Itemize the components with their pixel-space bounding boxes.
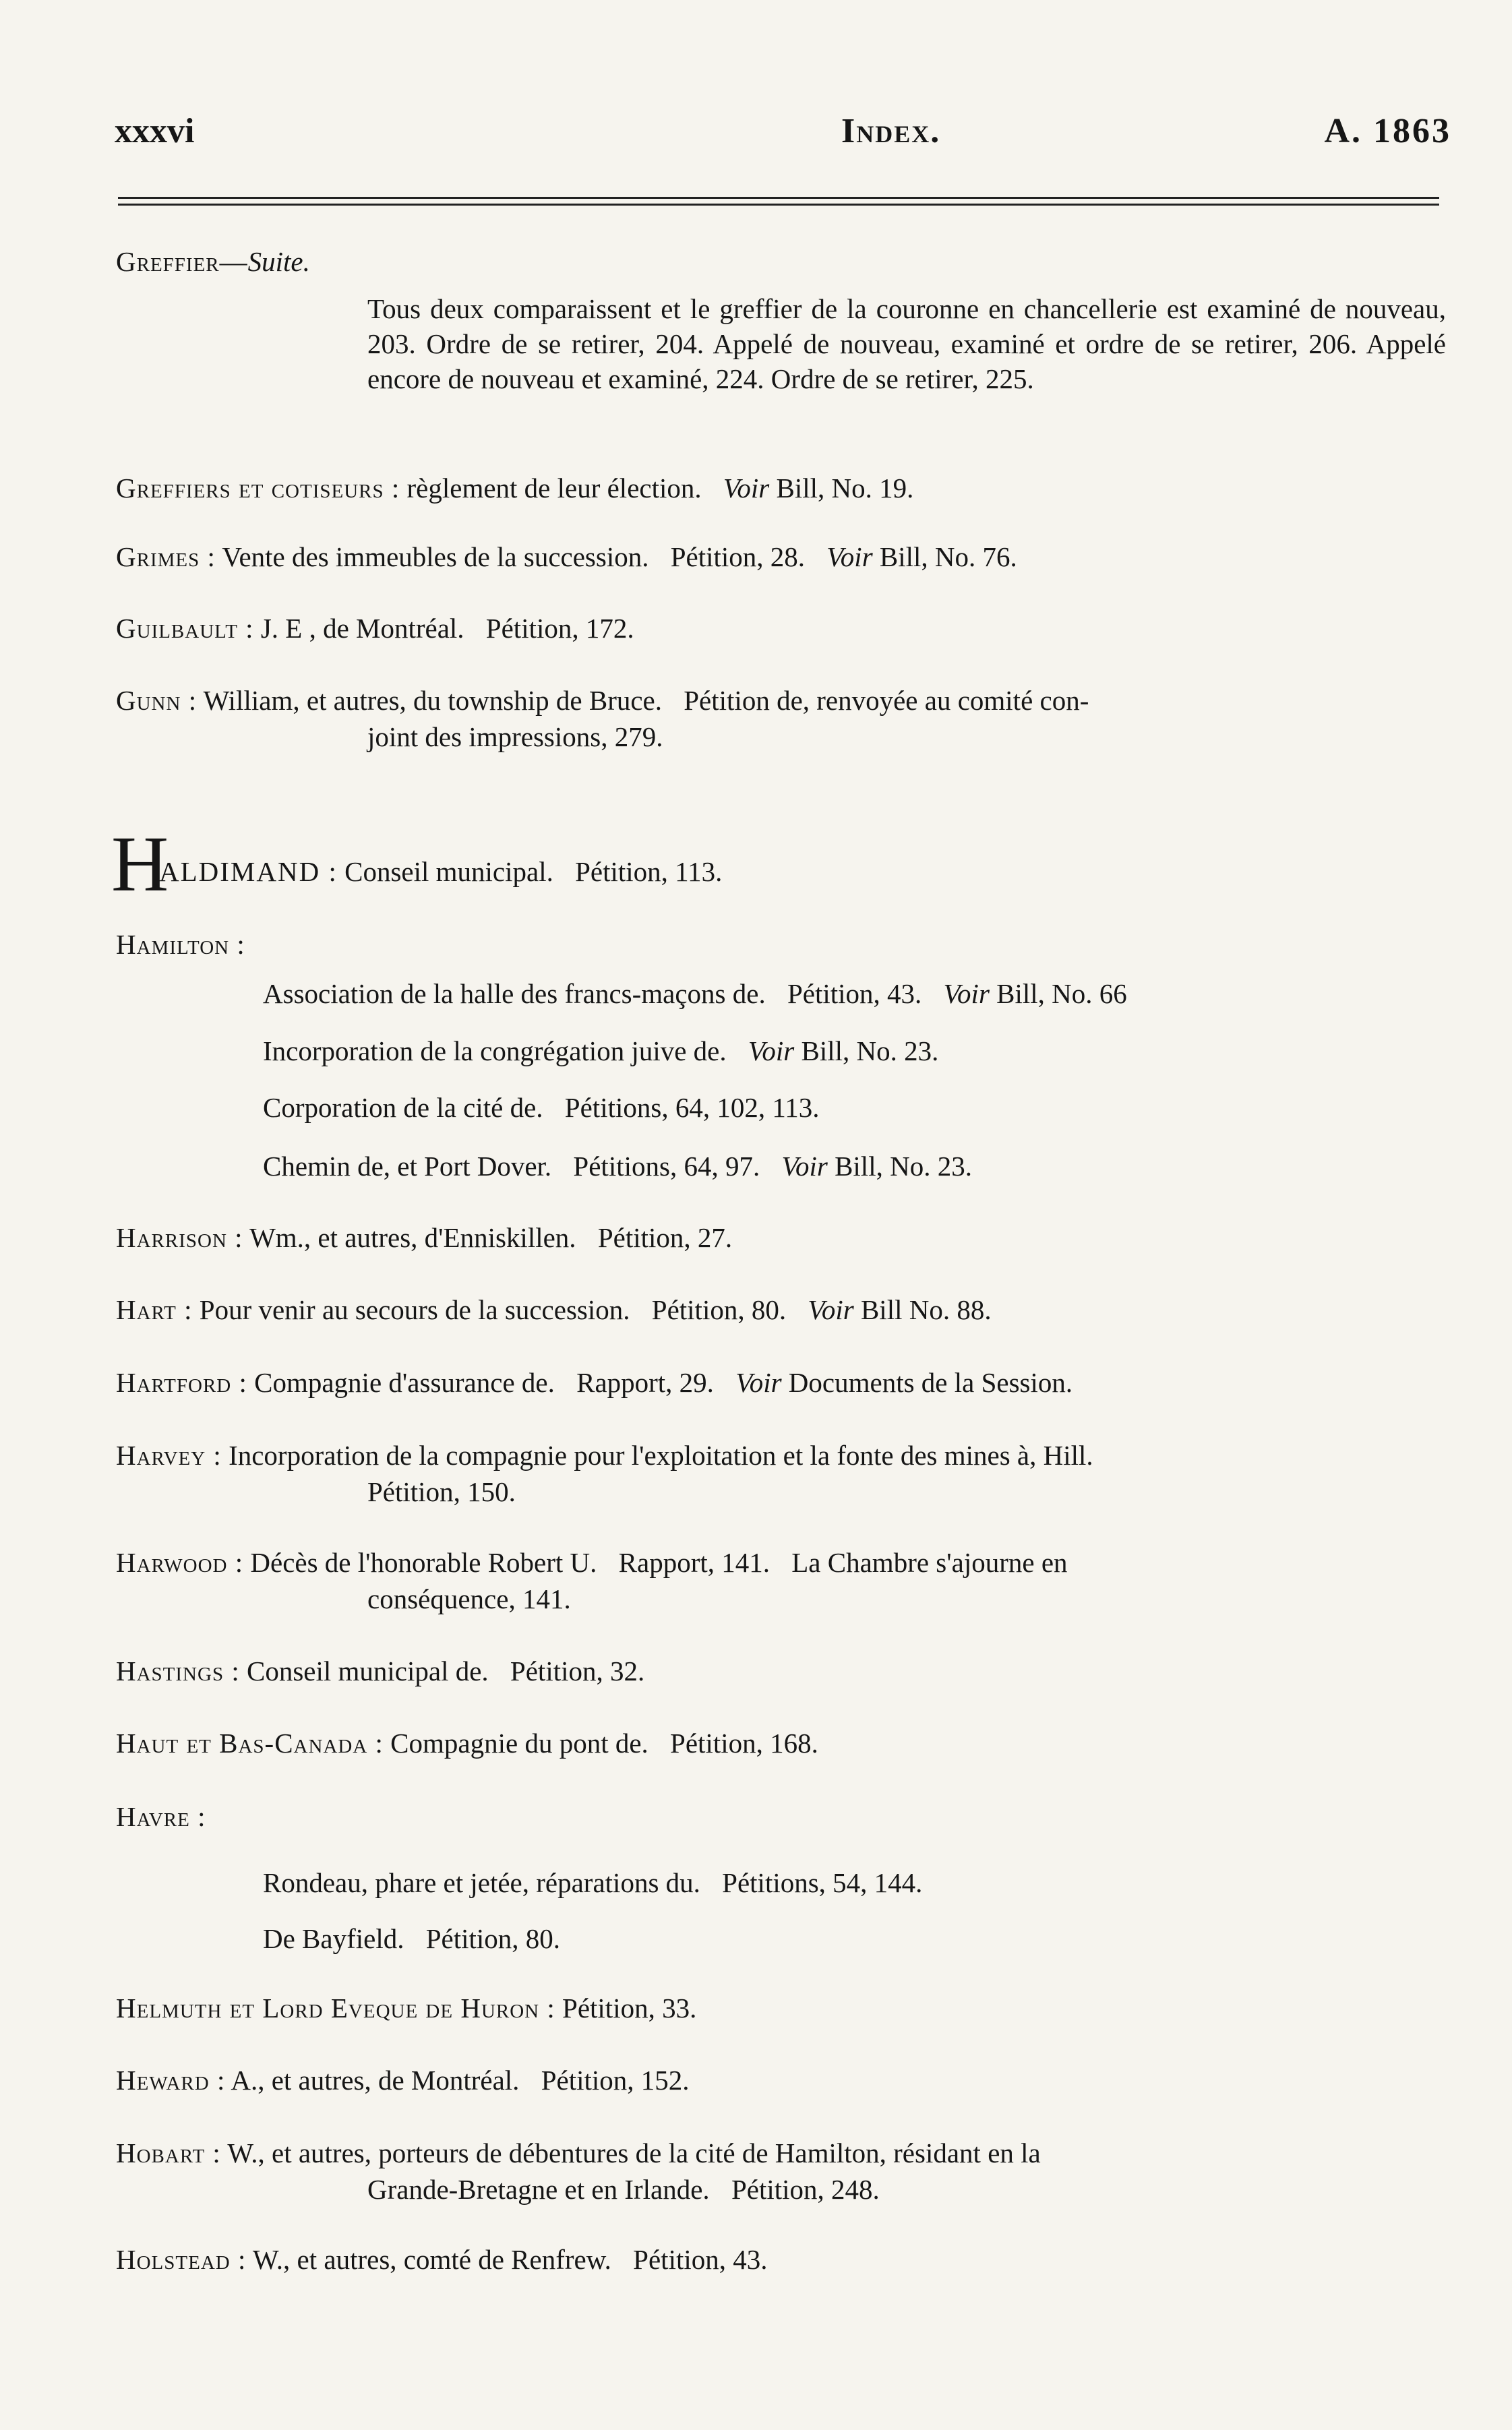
entry-text: Compagnie du pont de.	[390, 1728, 648, 1759]
petition-ref: Pétition, 32.	[510, 1656, 645, 1687]
entry-text: Compagnie d'assurance de.	[254, 1367, 555, 1398]
entry-head: ALDIMAND :	[159, 856, 338, 887]
petition-ref: Pétition, 27.	[597, 1222, 733, 1253]
entry-head: Gunn :	[116, 685, 198, 716]
entry-text: A., et autres, de Montréal.	[231, 2065, 520, 2096]
petition-ref: Pétition, 172.	[485, 613, 634, 644]
entry-hobart-line2	[367, 2172, 1512, 2207]
entry-head: Grimes :	[116, 541, 216, 572]
year-label: A. 1863	[1324, 112, 1451, 150]
entry-head: Greffiers et cotiseurs :	[116, 473, 400, 504]
entry-text-continued: La Chambre s'ajourne en	[791, 1547, 1068, 1578]
bill-ref: Bill, No. 23.	[835, 1151, 972, 1182]
entry-head: Harrison :	[116, 1222, 243, 1253]
greffier-text: Tous deux comparaissent et le greffier de la couronne en chancellerie est examiné de nouveau, 203. Ordre de se retirer, 204. Appelé de nouveau, examiné et ordre de se retirer, 206. Appelé encore de nouveau et examiné, 224. Ordre de se retirer, 225.	[367, 293, 1446, 394]
entry-hobart	[116, 2135, 1451, 2170]
entry-head: Hamilton :	[116, 929, 245, 960]
entry-head: Greffier—	[116, 246, 248, 277]
petition-ref: Pétition, 80.	[651, 1294, 787, 1325]
documents-ref: Documents de la Session.	[788, 1367, 1073, 1398]
entry-helmuth	[116, 1991, 1451, 2026]
petition-ref: Pétition, 80.	[425, 1923, 561, 1954]
entry-text: Wm., et autres, d'Enniskillen.	[249, 1222, 576, 1253]
rapport-ref: Rapport, 141.	[618, 1547, 770, 1578]
entry-text: Pour venir au secours de la succession.	[199, 1294, 630, 1325]
petition-ref: Pétition, 43.	[787, 978, 922, 1009]
entry-head: Helmuth et Lord Eveque de Huron :	[116, 1993, 555, 2024]
petition-ref: Pétition, 28.	[670, 541, 806, 572]
entry-text: J. E , de Montréal.	[260, 613, 464, 644]
entry-text: règlement de leur élection.	[406, 473, 702, 504]
petition-ref: Pétition, 152.	[541, 2065, 690, 2096]
petition-ref: Pétition, 33.	[562, 1993, 697, 2024]
entry-guilbault	[116, 611, 1451, 646]
subentry-text: Incorporation de la congrégation juive de.	[263, 1035, 727, 1066]
voir-label: Voir	[943, 978, 990, 1009]
entry-head: Havre :	[116, 1801, 206, 1832]
subentry-text: De Bayfield.	[263, 1923, 404, 1954]
havre-subentry	[263, 1865, 922, 1900]
bill-ref: Bill No. 88.	[860, 1294, 992, 1325]
entry-text: W., et autres, comté de Renfrew.	[252, 2244, 611, 2275]
entry-text-continued: Pétition de, renvoyée au comité con-	[684, 685, 1089, 716]
entry-head: Heward :	[116, 2065, 226, 2096]
entry-suite: Suite.	[247, 246, 310, 277]
entry-heward	[116, 2063, 1451, 2098]
entry-text-continued: Grande-Bretagne et en Irlande.	[367, 2174, 710, 2205]
petition-ref: Pétition, 248.	[731, 2174, 880, 2205]
petition-ref: Pétition, 43.	[633, 2244, 768, 2275]
entry-hartford	[116, 1365, 1451, 1400]
rapport-ref: Rapport, 29.	[576, 1367, 714, 1398]
running-head	[115, 111, 1451, 165]
petition-ref: Pétitions, 64, 97.	[573, 1151, 760, 1182]
entry-harwood-line2: conséquence, 141.	[367, 1583, 571, 1614]
entry-havre	[116, 1799, 1451, 1834]
dropcap-h: H	[111, 820, 169, 908]
page-title: Index.	[841, 112, 941, 150]
entry-harwood	[116, 1545, 1451, 1580]
entry-greffiers-cotiseurs	[116, 470, 1451, 506]
entry-holstead	[116, 2242, 1451, 2277]
petition-ref: Pétition, 113.	[575, 856, 723, 887]
entry-hastings	[116, 1653, 1451, 1689]
entry-head: Holstead :	[116, 2244, 247, 2275]
entry-head: Hastings :	[116, 1656, 240, 1687]
petition-ref: Pétitions, 54, 144.	[722, 1867, 923, 1898]
entry-harvey-line2: Pétition, 150.	[367, 1476, 516, 1507]
entry-harvey	[116, 1438, 1451, 1473]
petition-ref: Pétition, 168.	[670, 1728, 818, 1759]
bill-ref: Bill, No. 76.	[879, 541, 1017, 572]
subentry-text: Association de la halle des francs-maçons de.	[263, 978, 766, 1009]
subentry-text: Chemin de, et Port Dover.	[263, 1151, 552, 1182]
entry-head: Harwood :	[116, 1547, 244, 1578]
entry-hart	[116, 1292, 1451, 1327]
subentry-text: Rondeau, phare et jetée, réparations du.	[263, 1867, 700, 1898]
bill-ref: Bill, No. 19.	[776, 473, 914, 504]
entry-hamilton	[116, 927, 1451, 962]
entry-text: Conseil municipal de.	[246, 1656, 489, 1687]
entry-gunn	[116, 683, 1451, 718]
hamilton-subentry	[263, 1149, 972, 1184]
voir-label: Voir	[748, 1035, 795, 1066]
petition-ref: Pétitions, 64, 102, 113.	[564, 1092, 820, 1123]
entry-text: Vente des immeubles de la succession.	[222, 541, 649, 572]
bill-ref: Bill, No. 66	[996, 978, 1127, 1009]
hamilton-subentry	[263, 1090, 820, 1125]
entry-grimes	[116, 539, 1451, 574]
entry-head: Hart :	[116, 1294, 193, 1325]
entry-head: Hartford :	[116, 1367, 247, 1398]
entry-text: W., et autres, porteurs de débentures de la cité de Hamilton, résidant en la	[227, 2137, 1041, 2168]
subentry-text: Corporation de la cité de.	[263, 1092, 543, 1123]
header-rule-top	[118, 197, 1439, 199]
entry-haut-bas-canada	[116, 1726, 1451, 1761]
bill-ref: Bill, No. 23.	[801, 1035, 939, 1066]
entry-head: Guilbault :	[116, 613, 254, 644]
havre-subentry	[263, 1921, 560, 1956]
entry-head: Hobart :	[116, 2137, 221, 2168]
hamilton-subentry	[263, 1033, 938, 1068]
entry-greffier-suite	[116, 244, 1451, 279]
header-rule-bottom	[118, 204, 1439, 206]
page-number: xxxvi	[115, 112, 195, 150]
entry-text: Décès de l'honorable Robert U.	[250, 1547, 597, 1578]
entry-gunn-line2: joint des impressions, 279.	[367, 721, 663, 752]
voir-label: Voir	[826, 541, 873, 572]
entry-harrison	[116, 1220, 1451, 1255]
entry-text: William, et autres, du township de Bruce.	[203, 685, 662, 716]
voir-label: Voir	[735, 1367, 782, 1398]
entry-haldimand	[159, 854, 722, 889]
entry-head: Harvey :	[116, 1440, 222, 1471]
entry-text: Incorporation de la compagnie pour l'exploitation et la fonte des mines à, Hill.	[229, 1440, 1093, 1471]
entry-text: Conseil municipal.	[344, 856, 553, 887]
voir-label: Voir	[808, 1294, 854, 1325]
voir-label: Voir	[723, 473, 770, 504]
entry-head: Haut et Bas-Canada :	[116, 1728, 384, 1759]
voir-label: Voir	[781, 1151, 828, 1182]
hamilton-subentry	[263, 976, 1127, 1011]
